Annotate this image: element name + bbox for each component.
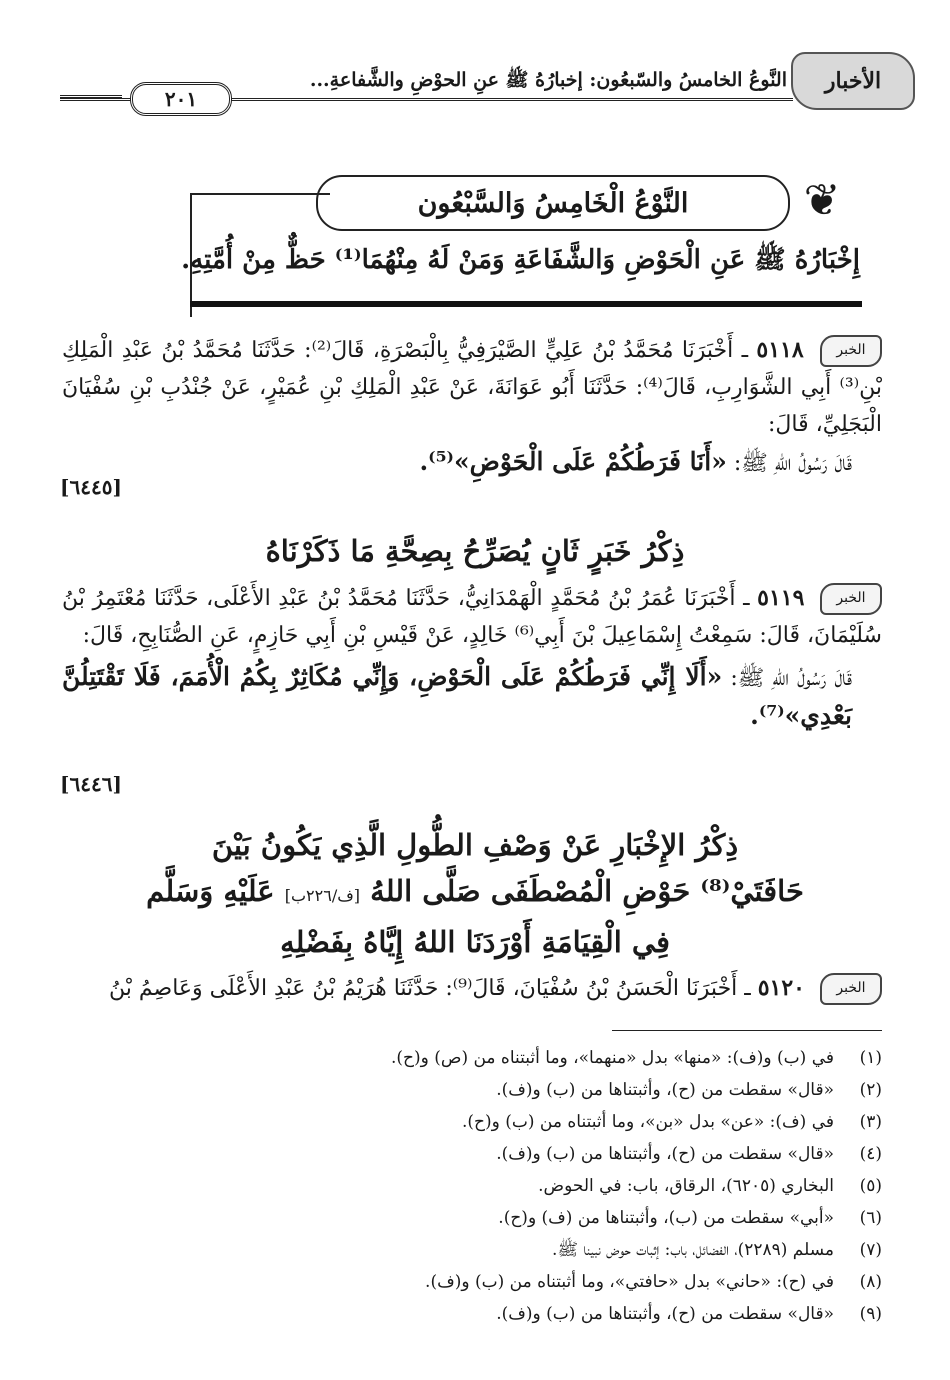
footnote [60,1234,882,1266]
footnote-number: (٧) [859,1240,882,1260]
footnote-number: (٩) [859,1304,882,1324]
footnote-number: (٢) [859,1080,882,1100]
running-header [60,52,915,112]
hadith-5118 [62,332,882,482]
box-top-line [190,193,330,195]
running-title: النَّوعُ الخامسُ والسّبعُون: إخبارُهُ ﷺ عنِ الحوْضِ والشَّفاعةِ... [309,69,787,91]
section-heading-2 [60,822,890,965]
hadith-number: ٥١١٨ [756,337,804,363]
footnote [60,1074,882,1106]
chapter-subtitle: إِخْبَارُهُ ﷺ عَنِ الْحَوْضِ وَالشَّفَاعَةِ وَمَنْ لَهُ مِنْهُمَا⁽¹⁾ حَظٌّ مِنْ أُمَّتِهِ. [181,245,860,275]
footnote-number: (٦) [859,1208,882,1228]
chapter-title: النَّوْعُ الْخَامِسُ وَالسَّبْعُون [316,175,790,231]
hadith-badge-icon: الخبر [820,583,882,615]
hadith-chain: ـ أَخْبَرَنَا مُحَمَّدُ بْنُ عَلِيٍّ الصَّيْرَفِيُّ بِالْبَصْرَةِ، قَالَ⁽²⁾: حَدَّثَنَا مُحَمَّدُ بْنُ عَبْدِ الْمَلِكِ بْنِ⁽³⁾ أَبِي الشَّوَارِبِ، قَالَ⁽⁴⁾: حَدَّثَنَا أَبُو عَوَانَةَ، عَنْ عَبْدِ الْمَلِكِ بْنِ عُمَيْرٍ، عَنْ جُنْدُبِ بْنِ سُفْيَانَ الْبَجَلِيِّ، قَالَ: [62,338,882,437]
section-heading: ذِكْرُ خَبَرٍ ثَانٍ يُصَرِّحُ بِصِحَّةِ مَا ذَكَرْنَاهُ [265,534,685,568]
header-rule-left [60,95,122,98]
footnote-text: «قال» سقطت من (ح)، وأثبتناها من (ب) و(ف). [496,1080,834,1100]
hadith-ref: [٦٤٤٥] [60,475,122,499]
footnote-number: (٨) [859,1272,882,1292]
ornament-icon: ❦ [803,174,841,226]
hadith-badge-icon: الخبر [820,335,882,367]
footnotes [60,1042,882,1330]
heading-line: فِي الْقِيَامَةِ أَوْرَدَنَا اللهُ إِيَّاهُ بِفَضْلِهِ [280,925,670,959]
section-badge-label: الأخبار [824,68,882,94]
footnote [60,1202,882,1234]
footnote [60,1042,882,1074]
footnote-text: «أبي» سقطت من (ب)، وأثبتناها من (ف) و(ح). [498,1208,834,1228]
footnote-text: البخاري (٦٢٠٥)، الرقاق، باب: في الحوض. [538,1176,834,1196]
heading-line [60,868,890,919]
hadith-badge-icon: الخبر [820,973,882,1005]
footnote-number: (٥) [859,1176,882,1196]
manuscript-ref: [ف/٢٢٦ب] [284,886,361,905]
chapter-box [181,165,860,315]
heading-line-part: حَافَتَيْ⁽⁸⁾ حَوْضِ الْمُصْطَفَى صَلَّى اللهُ [370,874,804,908]
hadith-chain: ـ أَخْبَرَنَا عُمَرُ بْنُ مُحَمَّدٍ الْهَمْدَانِيُّ، حَدَّثَنَا مُحَمَّدُ بْنُ عَبْدِ الأَعْلَى، حَدَّثَنَا مُعْتَمِرُ بْنُ سُلَيْمَانَ، قَالَ: سَمِعْتُ إِسْمَاعِيلَ بْنَ أَبِي⁽⁶⁾ خَالِدٍ، عَنْ قَيْسِ بْنِ أَبِي حَازِمٍ، عَنِ الصُّنَابِحِ، قَالَ: [62,586,882,648]
footnote-number: (١) [859,1048,882,1068]
hadith-5120 [62,970,882,1007]
hadith-intro: قَالَ رَسُولُ اللهِ ﷺ: [730,666,852,691]
hadith-5119 [62,580,882,736]
footnote [60,1106,882,1138]
footnote [60,1170,882,1202]
footnote-number: (٣) [859,1112,882,1132]
footnote [60,1138,882,1170]
hadith-chain: ـ أَخْبَرَنَا الْحَسَنُ بْنُ سُفْيَانَ، قَالَ⁽⁹⁾: حَدَّثَنَا هُرَيْمُ بْنُ عَبْدِ الأَعْلَى وَعَاصِمُ بْنُ [109,976,751,1001]
section-badge [791,52,915,110]
footnote-text: في (ح): «حاني» بدل «حافتي»، وما أثبتناه من (ب) و(ف). [425,1272,834,1292]
hadith-number: ٥١١٩ [757,585,805,611]
footnote [60,1266,882,1298]
footnote-text: «قال» سقطت من (ح)، وأثبتناها من (ب) و(ف). [496,1304,834,1324]
chapter-rule [190,301,862,307]
hadith-ref: [٦٤٤٦] [60,772,122,796]
footnote [60,1298,882,1330]
footnote-text: «قال» سقطت من (ح)، وأثبتناها من (ب) و(ف). [496,1144,834,1164]
heading-line: ذِكْرُ الإِخْبَارِ عَنْ وَصْفِ الطُّولِ الَّذِي يَكُونُ بَيْنَ [211,828,739,862]
heading-line-part: عَلَيْهِ وَسَلَّم [146,874,275,908]
hadith-saying: «أَنَا فَرَطُكُمْ عَلَى الْحَوْضِ»⁽⁵⁾. [419,447,727,476]
hadith-saying: «أَلَا إِنِّي فَرَطُكُمْ عَلَى الْحَوْضِ، وَإِنِّي مُكَاثِرٌ بِكُمُ الْأُمَمَ، فَلَا تَقْتَتِلُنَّ بَعْدِي»⁽⁷⁾. [62,662,852,730]
page-number: ٢٠١ [130,82,232,116]
hadith-intro: قَالَ رَسُولُ اللهِ ﷺ: [733,451,852,476]
footnote-text: في (ب) و(ف): «منها» بدل «منهما»، وما أثبتناه من (ص) و(ح). [391,1048,834,1068]
hadith-number: ٥١٢٠ [757,975,805,1001]
footnote-text: مسلم (٢٢٨٩)، الفضائل، باب: إثبات حوض نبينا ﷺ. [552,1240,834,1260]
footnote-text: في (ف): «عن» بدل «بن»، وما أثبتناه من (ب) و(ح). [462,1112,834,1132]
footnote-number: (٤) [859,1144,882,1164]
footnote-rule [612,1030,882,1031]
